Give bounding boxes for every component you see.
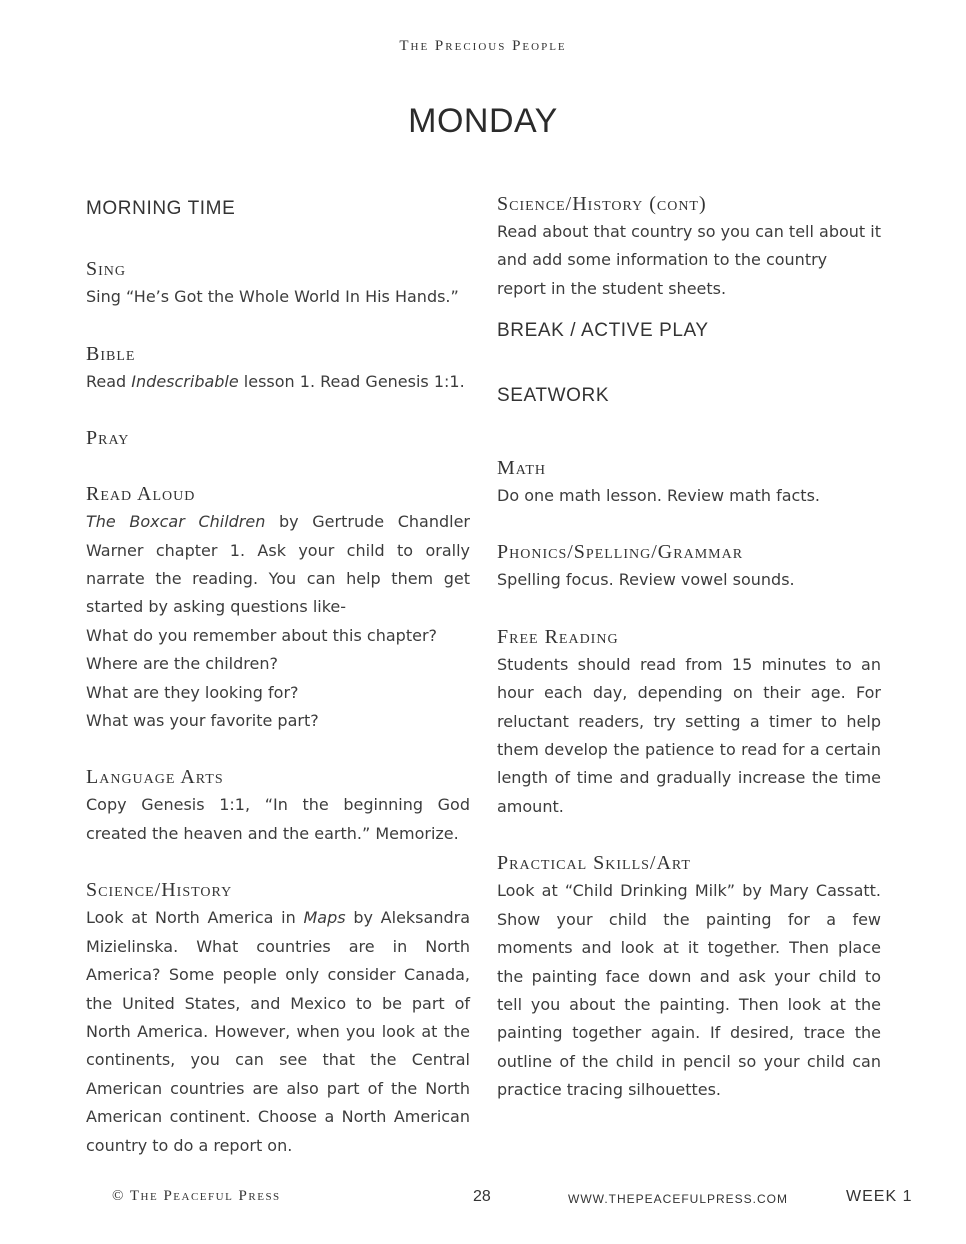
read-aloud-question: What was your favorite part?: [86, 711, 319, 731]
science-history-heading: Science/History: [86, 879, 233, 902]
seatwork-heading: SEATWORK: [497, 384, 610, 406]
practical-skills-heading: Practical Skills/Art: [497, 852, 691, 875]
left-column: [86, 190, 470, 1160]
practical-skills-text: Look at “Child Drinking Milk” by Mary Cassatt. Show your child the painting for a few moments and look at it together. Then place the painting face down and ask your child to tell you about the painting. Then look at the painting together again. If desired, trace the outline of the child in pencil so your child can practice tracing silhouettes.: [497, 881, 881, 1100]
math-heading: Math: [497, 457, 547, 480]
page-title: MONDAY: [408, 102, 558, 140]
morning-time-heading: MORNING TIME: [86, 198, 236, 219]
right-column: [497, 190, 881, 1105]
science-history-cont-text: Read about that country so you can tell about it and add some information to the country report in the student sheets.: [497, 222, 881, 298]
sing-heading: Sing: [86, 258, 127, 281]
read-aloud-heading: Read Aloud: [86, 483, 196, 506]
week-label: WEEK 1: [846, 1188, 913, 1205]
read-aloud-book-title: The Boxcar Children: [86, 512, 266, 532]
bible-heading: Bible: [86, 342, 136, 365]
language-arts-text: Copy Genesis 1:1, “In the beginning God created the heaven and the earth.” Memorize.: [86, 795, 470, 843]
book-title-header: The Precious People: [399, 38, 567, 54]
page-number: 28: [473, 1188, 491, 1205]
math-text: Do one math lesson. Review math facts.: [497, 486, 820, 506]
break-heading: BREAK / ACTIVE PLAY: [497, 320, 709, 342]
free-reading-text: Students should read from 15 minutes to an hour each day, depending on their age. For reluctant readers, try setting a timer to help them develop the patience to read for a certain length of time and gradually increase the time amount.: [497, 654, 881, 816]
pray-heading: Pray: [86, 427, 130, 450]
science-history-cont-heading: Science/History (cont): [497, 193, 707, 215]
science-history-text: Look at North America in Maps by Aleksandra Mizielinska. What countries are in North America? Some people only consider Canada, the United States, and Mexico to be part of North America. However, when you look at the continents, you can see that the Central American countries are also part of the North American continent. Choose a North American country to do a report on.: [86, 908, 470, 1155]
bible-book-title: Indescribable: [131, 371, 239, 391]
bible-text: Read Indescribable lesson 1. Read Genesis 1:1.: [86, 371, 465, 391]
phonics-heading: Phonics/Spelling/Grammar: [497, 541, 744, 564]
phonics-text: Spelling focus. Review vowel sounds.: [497, 570, 795, 590]
free-reading-heading: Free Reading: [497, 625, 619, 648]
read-aloud-text: The Boxcar Children by Gertrude Chandler Warner chapter 1. Ask your child to orally narrate the reading. You can help them get started by asking questions like-: [86, 512, 471, 617]
read-aloud-question: What do you remember about this chapter?: [86, 625, 438, 645]
read-aloud-question: Where are the children?: [86, 654, 278, 674]
maps-book-title: Maps: [303, 908, 346, 928]
copyright: © The Peaceful Press: [112, 1188, 281, 1204]
language-arts-heading: Language Arts: [86, 766, 224, 789]
sing-text: Sing “He’s Got the Whole World In His Hands.”: [86, 287, 459, 307]
publisher-url: WWW.THEPEACEFULPRESS.COM: [568, 1192, 789, 1206]
read-aloud-question: What are they looking for?: [86, 682, 299, 702]
